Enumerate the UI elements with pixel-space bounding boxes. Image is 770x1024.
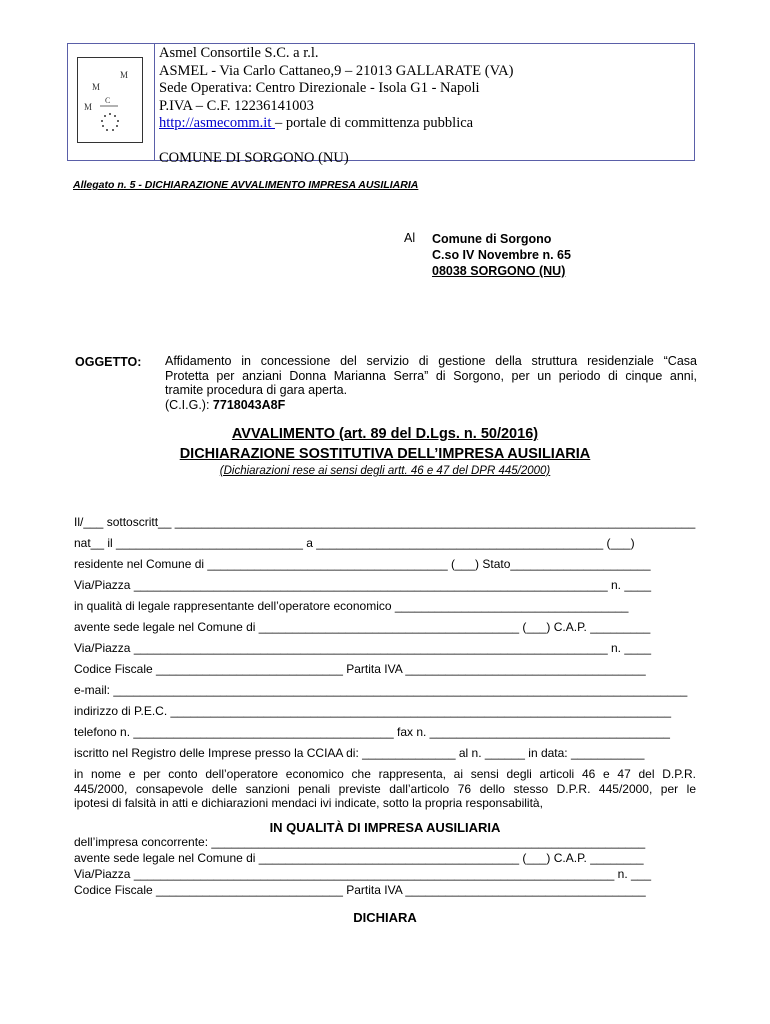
title-dichiarazione: DICHIARAZIONE SOSTITUTIVA DELL’IMPRESA AUSILIARIA	[179, 446, 591, 462]
oggetto-line: Affidamento in concessione del servizio di gestione della struttura residenziale “Casa	[165, 354, 697, 368]
aux-line-codice-fiscale[interactable]: Codice Fiscale ____________________________ Partita IVA ____________________________________	[74, 883, 646, 897]
form-line-pec[interactable]: indirizzo di P.E.C. ___________________________________________________________________________	[74, 704, 672, 718]
asmecomm-link[interactable]: http://asmecomm.it	[159, 115, 275, 131]
header-line: Sede Operativa: Centro Direzionale - Isola G1 - Napoli	[159, 80, 480, 96]
header-line: P.IVA – C.F. 12236141003	[159, 97, 314, 114]
oggetto-body	[165, 354, 697, 412]
logo-cell	[68, 44, 155, 160]
recipient-name: Comune di Sorgono	[432, 232, 552, 246]
header-line: Asmel Consortile S.C. a r.l.	[159, 45, 319, 61]
form-line-codice-fiscale[interactable]: Codice Fiscale ____________________________ Partita IVA ____________________________________	[74, 662, 646, 676]
header-comune: COMUNE DI SORGONO (NU)	[159, 149, 349, 166]
paragraph-line: in nome e per conto dell’operatore economico che rappresenta, ai sensi degli articoli 46 e 47 del D.P.R.	[74, 767, 696, 781]
oggetto-label: OGGETTO:	[75, 355, 142, 369]
asmel-logo-icon	[78, 58, 142, 142]
allegato-title: Allegato n. 5 - DICHIARAZIONE AVVALIMENTO IMPRESA AUSILIARIA	[73, 179, 419, 191]
form-line-qualita[interactable]: in qualità di legale rappresentante dell’operatore economico ___________________________________	[74, 599, 629, 613]
asmel-logo	[77, 57, 143, 143]
oggetto-cig-line	[165, 398, 697, 413]
oggetto-line: tramite procedura di gara aperta.	[165, 383, 348, 397]
aux-line-via[interactable]: Via/Piazza ________________________________________________________________________ n. ___	[74, 867, 652, 881]
svg-text:M: M	[92, 82, 101, 92]
recipient-street: C.so IV Novembre n. 65	[432, 248, 571, 262]
header-link-line	[159, 115, 513, 133]
form-line-cciaa[interactable]: iscritto nel Registro delle Imprese presso la CCIAA di: ______________ al n. ______ in data: ___________	[74, 746, 645, 760]
letterhead-text	[159, 45, 513, 167]
form-line-sede-legale[interactable]: avente sede legale nel Comune di _______________________________________ (___) C.A.P. _________	[74, 620, 651, 634]
form-line-nascita[interactable]: nat__ il ____________________________ a ___________________________________________ (___)	[74, 536, 635, 550]
declaration-paragraph	[74, 767, 696, 811]
cig-code: 7718043A8F	[212, 397, 286, 412]
paragraph-line: ipotesi di falsità in atti e dichiarazioni mendaci ivi indicate, sotto la propria responsabilità,	[74, 796, 543, 810]
aux-line-concorrente[interactable]: dell’impresa concorrente: _________________________________________________________________	[74, 835, 646, 849]
cig-prefix: (C.I.G.):	[165, 397, 213, 412]
aux-line-sede-legale[interactable]: avente sede legale nel Comune di _______________________________________ (___) C.A.P. ________	[74, 851, 644, 865]
form-line-residenza[interactable]: residente nel Comune di ____________________________________ (___) Stato_____________________	[74, 557, 651, 571]
svg-text:M: M	[120, 70, 129, 80]
section-title-ausiliaria: IN QUALITÀ DI IMPRESA AUSILIARIA	[269, 820, 501, 835]
header-line: ASMEL - Via Carlo Cattaneo,9 – 21013 GALLARATE (VA)	[159, 62, 514, 79]
recipient-prefix: Al	[404, 231, 416, 245]
form-line-sottoscritto[interactable]: Il/___ sottoscritt__ ______________________________________________________________________________	[74, 515, 696, 529]
paragraph-line: 445/2000, consapevole delle sanzioni penali previste dall’articolo 76 dello stesso D.P.R. 445/2000, per le	[74, 781, 696, 796]
oggetto-line: Protetta per anziani Donna Marianna Serra” di Sorgono, per un periodo di cinque anni,	[165, 368, 697, 383]
recipient-city: 08038 SORGONO (NU)	[432, 264, 566, 278]
form-line-via[interactable]: Via/Piazza _______________________________________________________________________ n. ____	[74, 578, 652, 592]
svg-text:C: C	[105, 96, 111, 105]
svg-text:M: M	[84, 102, 93, 112]
title-avvalimento: AVVALIMENTO (art. 89 del D.Lgs. n. 50/2016)	[231, 426, 539, 442]
header-link-suffix: – portale di committenza pubblica	[275, 115, 474, 131]
form-line-via-sede[interactable]: Via/Piazza _______________________________________________________________________ n. ____	[74, 641, 652, 655]
title-subtitle: (Dichiarazioni rese ai sensi degli artt. 46 e 47 del DPR 445/2000)	[219, 465, 551, 477]
dichiara-heading: DICHIARA	[353, 910, 417, 925]
form-line-email[interactable]: e-mail: ______________________________________________________________________________________	[74, 683, 688, 697]
letterhead-box	[67, 43, 695, 166]
form-line-telefono[interactable]: telefono n. _______________________________________ fax n. ____________________________________	[74, 725, 670, 739]
